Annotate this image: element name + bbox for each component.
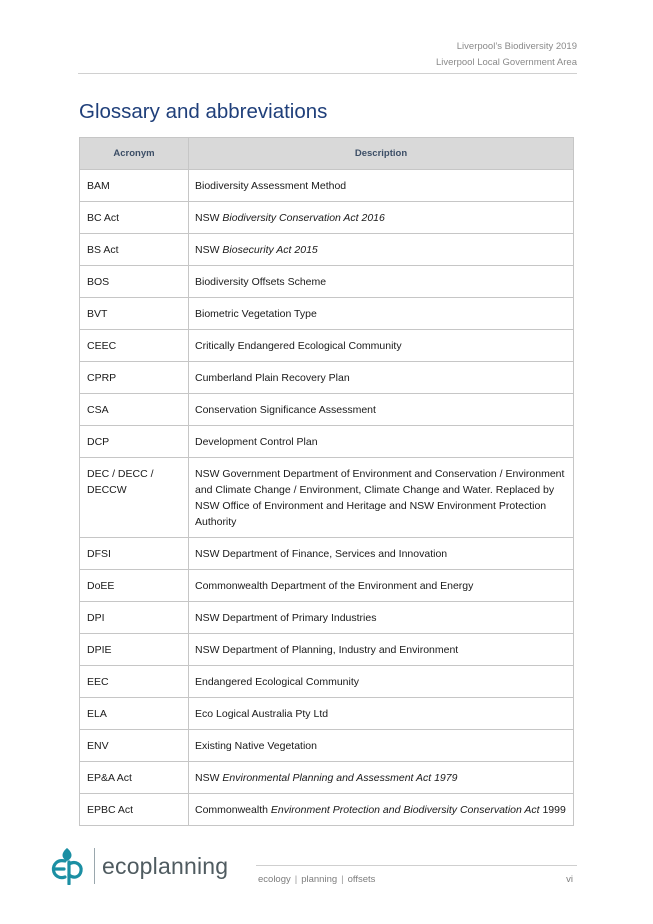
acronym-cell: ELA (80, 698, 189, 730)
description-italic-text: Environmental Planning and Assessment Act 1979 (222, 772, 458, 784)
acronym-cell: DPI (80, 602, 189, 634)
brand-wordmark: ecoplanning (102, 852, 229, 879)
description-text: Endangered Ecological Community (195, 676, 360, 688)
acronym-cell: ENV (80, 730, 189, 762)
acronym-cell: DFSI (80, 538, 189, 570)
page-title: Glossary and abbreviations (79, 100, 328, 123)
header-report-title: Liverpool’s Biodiversity 2019 (456, 41, 577, 52)
acronym-cell: DCP (80, 426, 189, 458)
description-cell (189, 202, 574, 234)
description-text: Conservation Significance Assessment (195, 404, 376, 416)
acronym-cell: CSA (80, 394, 189, 426)
table-row (80, 570, 574, 602)
table-row (80, 170, 574, 202)
description-cell (189, 570, 574, 602)
table-row (80, 266, 574, 298)
description-text: Critically Endangered Ecological Community (195, 340, 402, 352)
table-row (80, 602, 574, 634)
description-text: Commonwealth Department of the Environment and Energy (195, 580, 474, 592)
description-text: Biometric Vegetation Type (195, 308, 317, 320)
description-italic-text: Biodiversity Conservation Act 2016 (222, 212, 385, 224)
acronym-cell: EEC (80, 666, 189, 698)
description-text: Eco Logical Australia Pty Ltd (195, 708, 329, 720)
footer-logo (50, 847, 228, 885)
description-cell (189, 234, 574, 266)
acronym-cell: BVT (80, 298, 189, 330)
column-header-acronym: Acronym (80, 138, 189, 170)
table-body (80, 170, 574, 826)
description-text: Biodiversity Offsets Scheme (195, 276, 327, 288)
description-cell (189, 394, 574, 426)
table-row (80, 426, 574, 458)
description-text: NSW Department of Planning, Industry and Environment (195, 644, 459, 656)
description-cell (189, 426, 574, 458)
table-row (80, 202, 574, 234)
acronym-cell: CPRP (80, 362, 189, 394)
table-row (80, 538, 574, 570)
acronym-cell: CEEC (80, 330, 189, 362)
description-text: Biodiversity Assessment Method (195, 180, 347, 192)
description-text: NSW Department of Finance, Services and Innovation (195, 548, 448, 560)
table-row (80, 794, 574, 826)
description-cell (189, 698, 574, 730)
footer-tagline (258, 874, 375, 885)
logo-divider (94, 848, 95, 884)
tagline-separator: | (294, 874, 298, 885)
description-text: NSW Government Department of Environment and Conservation / Environment and Climate Change / Environment, Climate Change and Water. Replaced by NSW Office of Environment and Heritage and NSW Environment Protection Authority (195, 468, 565, 528)
acronym-cell: EP&A Act (80, 762, 189, 794)
table-row (80, 634, 574, 666)
description-cell (189, 538, 574, 570)
description-text: NSW Department of Primary Industries (195, 612, 377, 624)
description-cell (189, 634, 574, 666)
table-row (80, 730, 574, 762)
table-header-row (80, 138, 574, 170)
acronym-cell: BS Act (80, 234, 189, 266)
table-row (80, 666, 574, 698)
description-text: NSW (195, 772, 223, 784)
description-text: Cumberland Plain Recovery Plan (195, 372, 350, 384)
description-cell (189, 730, 574, 762)
acronym-cell: DPIE (80, 634, 189, 666)
tagline-ecology: ecology (258, 874, 291, 885)
table-row (80, 234, 574, 266)
description-cell (189, 666, 574, 698)
ecoplanning-leaf-logo-icon (50, 847, 84, 885)
page-number: vi (566, 874, 573, 885)
description-italic-text: Environment Protection and Biodiversity Conservation Act (270, 804, 540, 816)
table-row (80, 298, 574, 330)
acronym-cell: EPBC Act (80, 794, 189, 826)
tagline-separator: | (341, 874, 344, 885)
description-cell (189, 602, 574, 634)
header-rule (78, 73, 577, 74)
description-cell (189, 794, 574, 826)
acronym-cell: DEC / DECC / DECCW (80, 458, 189, 538)
description-cell (189, 266, 574, 298)
tagline-planning: planning (301, 874, 338, 885)
table-row (80, 762, 574, 794)
table-row (80, 698, 574, 730)
description-cell (189, 362, 574, 394)
description-cell (189, 458, 574, 538)
description-cell (189, 170, 574, 202)
description-text: Development Control Plan (195, 436, 318, 448)
table-row (80, 394, 574, 426)
header-area-name: Liverpool Local Government Area (436, 57, 577, 68)
description-cell (189, 762, 574, 794)
acronym-cell: BC Act (80, 202, 189, 234)
glossary-table (79, 137, 574, 826)
acronym-cell: DoEE (80, 570, 189, 602)
tagline-offsets: offsets (347, 874, 376, 885)
description-text: 1999 (539, 804, 566, 816)
table-row (80, 362, 574, 394)
running-header (436, 39, 577, 71)
table-row (80, 458, 574, 538)
footer-rule (256, 865, 577, 866)
acronym-cell: BAM (80, 170, 189, 202)
description-text: NSW (195, 212, 223, 224)
description-text: Commonwealth (195, 804, 271, 816)
description-cell (189, 330, 574, 362)
description-text: NSW (195, 244, 223, 256)
table-row (80, 330, 574, 362)
description-italic-text: Biosecurity Act 2015 (222, 244, 318, 256)
column-header-description: Description (189, 138, 574, 170)
description-text: Existing Native Vegetation (195, 740, 317, 752)
description-cell (189, 298, 574, 330)
acronym-cell: BOS (80, 266, 189, 298)
